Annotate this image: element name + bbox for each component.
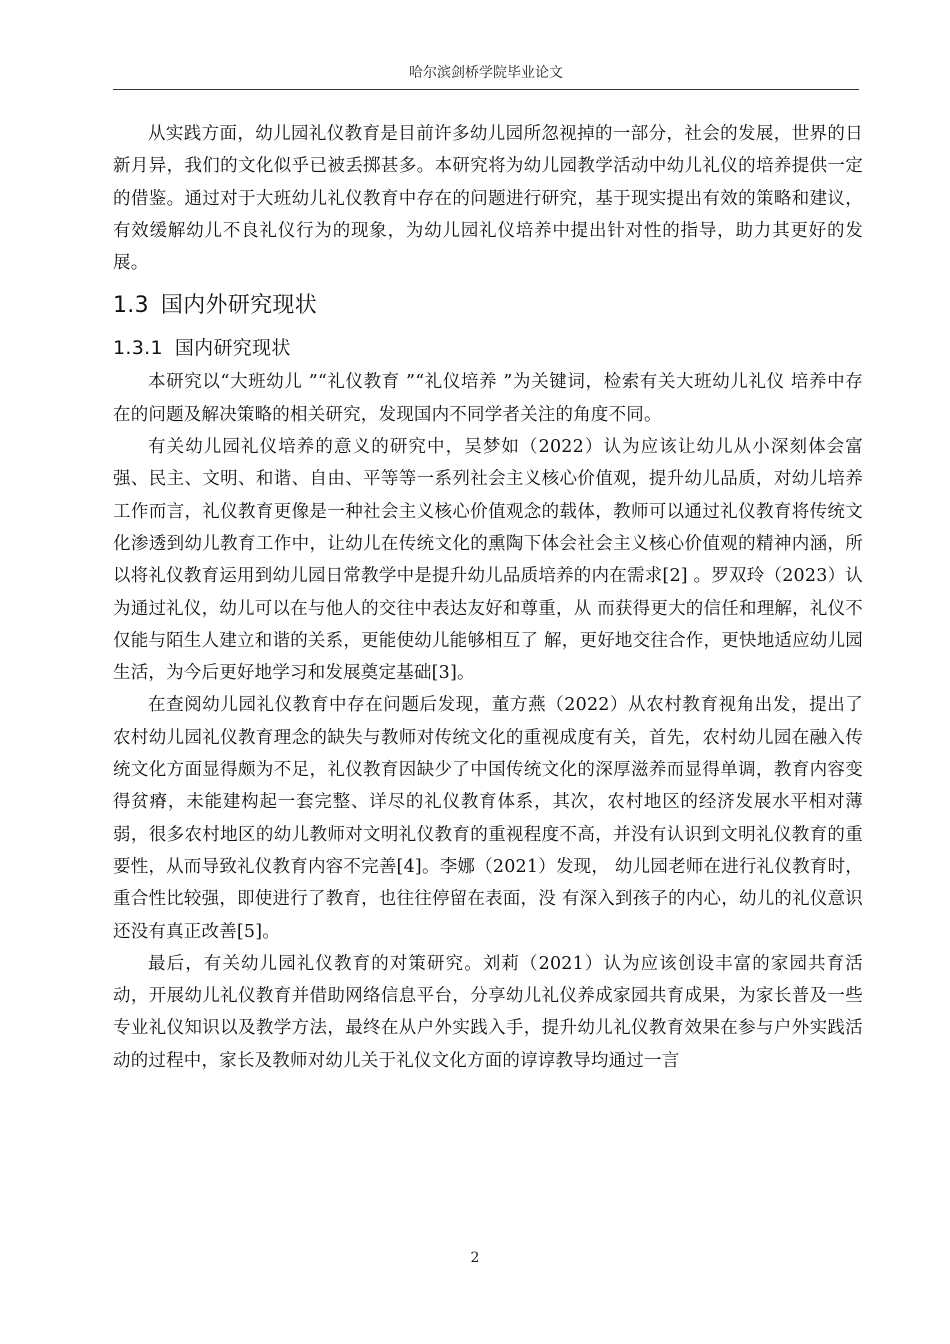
page-number: 2 [470,1250,480,1266]
header-title: 哈尔滨剑桥学院毕业论文 [409,65,563,81]
paragraph-strategy-studies: 最后，有关幼儿园礼仪教育的对策研究。刘莉（2021）认为应该创设丰富的家园共育活动，开展幼儿礼仪教育并借助网络信息平台，分享幼儿礼仪养成家园共育成果，为家长普及一些专业礼仪知识以及教学方法，最终在从户外实践入手，提升幼儿礼仪教育效果在参与户外实践活动的过程中，家长及教师对幼儿关于礼仪文化方面的谆谆教导均通过一言 [113,953,863,1071]
section-heading-1-3 [113,288,863,324]
section-title: 国内外研究现状 [160,293,317,319]
subsection-title: 国内研究现状 [174,337,291,360]
paragraph-significance-studies: 有关幼儿园礼仪培养的意义的研究中，吴梦如（2022）认为应该让幼儿从小深刻体会富强、民主、文明、和谐、自由、平等等一系列社会主义核心价值观，提升幼儿品质，对幼儿培养工作而言，礼仪教育更像是一种社会主义核心价值观念的载体，教师可以通过礼仪教育将传统文化渗透到幼儿教育工作中，让幼儿在传统文化的熏陶下体会社会主义核心价值观的精神内涵，所以将礼仪教育运用到幼儿园日常教学中是提升幼儿品质培养的内在需求[2] 。罗双玲（2023）认为通过礼仪，幼儿可以在与他人的交往中表达友好和尊重，从 而获得更大的信任和理解，礼仪不仅能与陌生人建立和谐的关系，更能使幼儿能够相互了 解，更好地交往合作，更快地适应幼儿园生活，为今后更好地学习和发展奠定基础[3]。 [113,437,863,684]
section-number: 1.3 [113,293,149,319]
document-body [113,118,863,1077]
subsection-heading-1-3-1 [113,332,863,364]
paragraph-practice-significance: 从实践方面，幼儿园礼仪教育是目前许多幼儿园所忽视掉的一部分，社会的发展，世界的日新月异，我们的文化似乎已被丢掷甚多。本研究将为幼儿园教学活动中幼儿礼仪的培养提供一定的借鉴。通过对于大班幼儿礼仪教育中存在的问题进行研究，基于现实提出有效的策略和建议，有效缓解幼儿不良礼仪行为的现象，为幼儿园礼仪培养中提出针对性的指导，助力其更好的发展。 [113,124,863,274]
subsection-number: 1.3.1 [113,337,163,360]
running-header [113,62,859,90]
paragraph-keywords: 本研究以“大班幼儿 ”“礼仪教育 ”“礼仪培养 ”为关键词，检索有关大班幼儿礼仪 培养中存在的问题及解决策略的相关研究，发现国内不同学者关注的角度不同。 [113,372,863,425]
paragraph-problem-studies: 在查阅幼儿园礼仪教育中存在问题后发现，董方燕（2022）从农村教育视角出发，提出了农村幼儿园礼仪教育理念的缺失与教师对传统文化的重视成度有关，首先，农村幼儿园在融入传统文化方面显得颇为不足，礼仪教育因缺少了中国传统文化的深厚滋养而显得单调，教育内容变得贫瘠，未能建构起一套完整、详尽的礼仪教育体系，其次，农村地区的经济发展水平相对薄弱，很多农村地区的幼儿教师对文明礼仪教育的重视程度不高，并没有认识到文明礼仪教育的重要性，从而导致礼仪教育内容不完善[4]。李娜（2021）发现， 幼儿园老师在进行礼仪教育时，重合性比较强，即使进行了教育，也往往停留在表面，没 有深入到孩子的内心，幼儿的礼仪意识还没有真正改善[5]。 [113,695,863,942]
